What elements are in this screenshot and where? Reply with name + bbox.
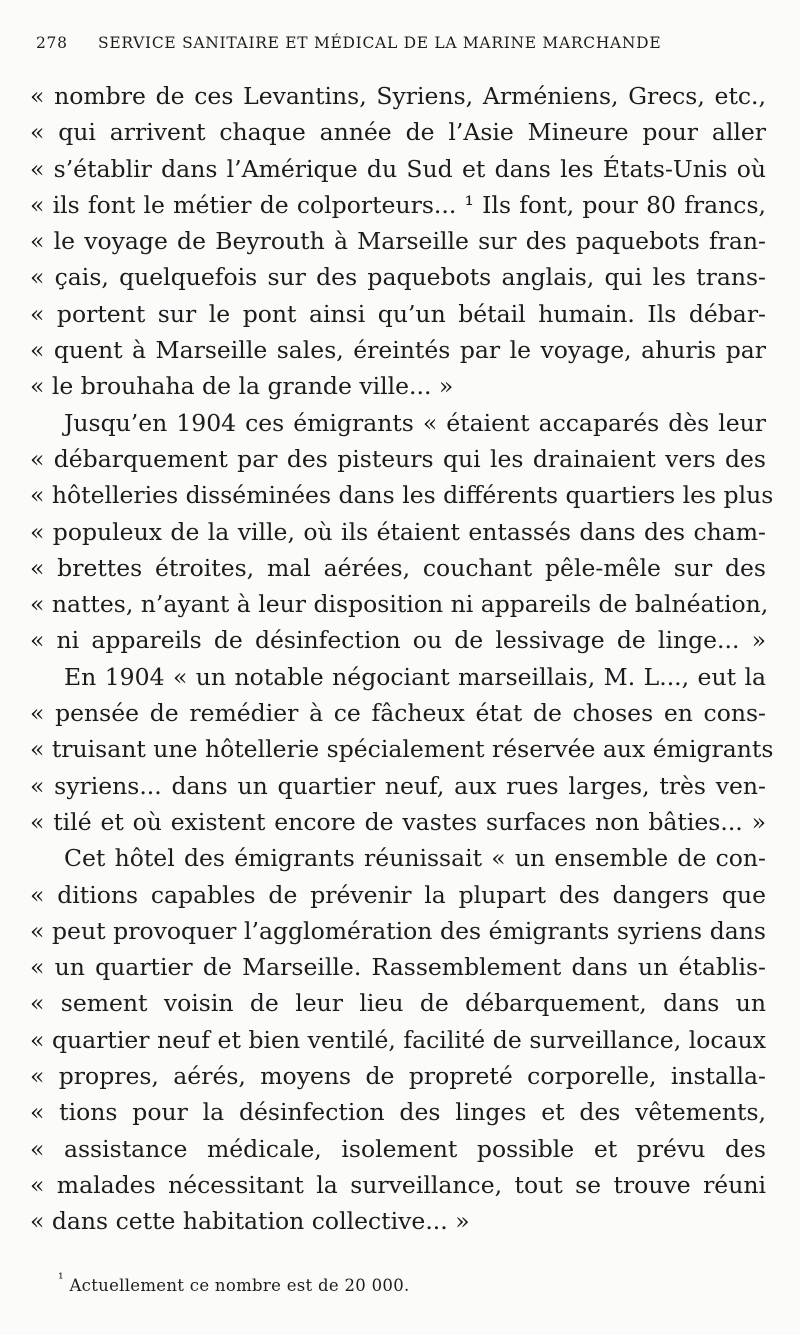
text-line: « brettes étroites, mal aérées, couchant pêle-mêle sur des (30, 553, 766, 582)
text-line: « débarquement par des pisteurs qui les drainaient vers des (30, 444, 766, 473)
text-line: « peut provoquer l’agglomération des émigrants syriens dans (30, 916, 766, 945)
text-line: En 1904 « un notable négociant marseillais, M. L..., eut la (64, 662, 766, 691)
body-text (30, 78, 774, 1240)
text-line: « ni appareils de désinfection ou de lessivage de linge... » (30, 626, 766, 655)
text-line: « pensée de remédier à ce fâcheux état de choses en cons- (30, 699, 766, 728)
running-header (36, 34, 766, 56)
page-number: 278 (36, 34, 68, 52)
text-line: « sement voisin de leur lieu de débarquement, dans un (30, 989, 766, 1018)
text-line: « tilé et où existent encore de vastes surfaces non bâties... » (30, 807, 766, 836)
text-line: « assistance médicale, isolement possible et prévu des (30, 1134, 766, 1163)
running-title: SERVICE SANITAIRE ET MÉDICAL DE LA MARINE MARCHANDE (98, 34, 662, 52)
text-line: « quartier neuf et bien ventilé, facilité de surveillance, locaux (30, 1025, 766, 1054)
text-line: « propres, aérés, moyens de propreté corporelle, installa- (30, 1062, 766, 1091)
text-line: « quent à Marseille sales, éreintés par le voyage, ahuris par (30, 336, 766, 365)
footnote-marker: ¹ (58, 1271, 64, 1287)
text-line: « s’établir dans l’Amérique du Sud et dans les États-Unis où (30, 154, 766, 183)
text-line: « le voyage de Beyrouth à Marseille sur des paquebots fran- (30, 227, 766, 256)
text-line: « nombre de ces Levantins, Syriens, Arméniens, Grecs, etc., (30, 82, 766, 110)
text-line: « dans cette habitation collective... » (30, 1207, 470, 1236)
footnote (58, 1271, 410, 1295)
text-line: « hôtelleries disséminées dans les différents quartiers les plus (30, 481, 774, 510)
text-line: « syriens... dans un quartier neuf, aux rues larges, très ven- (30, 771, 766, 800)
text-line: Jusqu’en 1904 ces émigrants « étaient accaparés dès leur (64, 408, 766, 437)
text-line: « tions pour la désinfection des linges et des vêtements, (30, 1098, 766, 1127)
text-line: « un quartier de Marseille. Rassemblement dans un établis- (30, 953, 766, 982)
text-line: « çais, quelquefois sur des paquebots anglais, qui les trans- (30, 263, 766, 292)
text-line: Cet hôtel des émigrants réunissait « un ensemble de con- (64, 844, 766, 873)
text-line: « ditions capables de prévenir la plupart des dangers que (30, 880, 766, 909)
text-line: « nattes, n’ayant à leur disposition ni appareils de balnéation, (30, 590, 769, 619)
footnote-text: Actuellement ce nombre est de 20 000. (69, 1276, 410, 1295)
text-line: « truisant une hôtellerie spécialement réservée aux émigrants (30, 735, 774, 764)
text-line: « le brouhaha de la grande ville... » (30, 372, 454, 401)
text-line: « ils font le métier de colporteurs... ¹ Ils font, pour 80 francs, (30, 190, 766, 219)
text-line: « malades nécessitant la surveillance, tout se trouve réuni (30, 1170, 766, 1199)
text-line: « qui arrivent chaque année de l’Asie Mineure pour aller (30, 118, 766, 147)
text-line: « portent sur le pont ainsi qu’un bétail humain. Ils débar- (30, 299, 766, 328)
text-line: « populeux de la ville, où ils étaient entassés dans des cham- (30, 517, 766, 546)
